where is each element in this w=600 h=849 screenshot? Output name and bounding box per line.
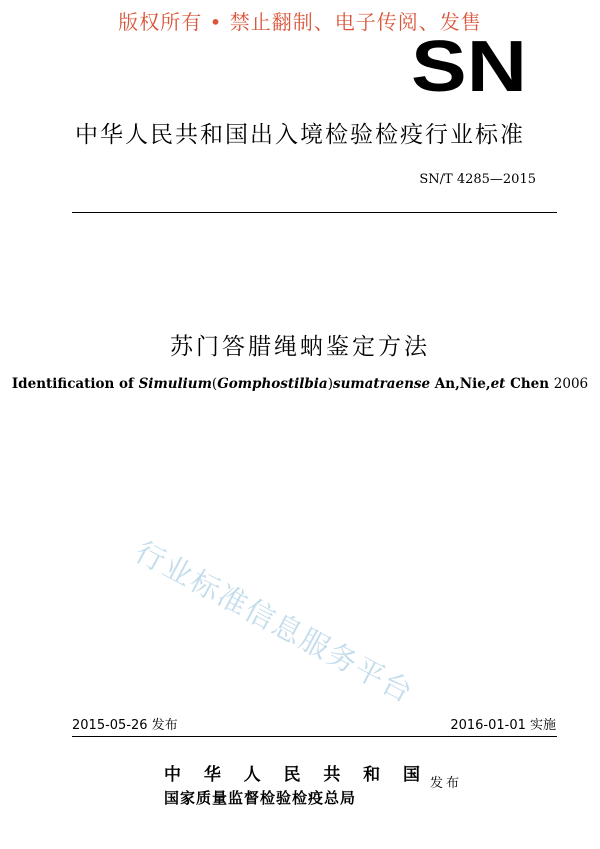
title-en-year: 2006 (553, 376, 589, 392)
title-en-genus: Simulium (138, 376, 212, 392)
title-en-paren-close: ) (327, 376, 333, 392)
bottom-divider (72, 736, 557, 737)
issuer-agency: 国家质量监督检验检疫总局 (164, 789, 357, 807)
document-title-cn: 苏门答腊绳蚋鉴定方法 (170, 334, 430, 360)
effective-date: 2016-01-01 实施 (450, 718, 556, 733)
copyright-notice: 版权所有 • 禁止翻制、电子传阅、发售 (118, 10, 482, 34)
organization-title: 中华人民共和国出入境检验检疫行业标准 (75, 122, 525, 148)
sn-logo-text: SN (411, 36, 527, 94)
issuer-block (164, 760, 420, 808)
title-en-species: sumatraense (332, 376, 431, 392)
title-en-part: Identification of (11, 376, 139, 392)
title-en-authors: An,Nie, (430, 376, 491, 392)
watermark: 行业标准信息服务平台 (129, 534, 420, 710)
title-en-etal: et (490, 376, 506, 392)
issue-date: 2015-05-26 发布 (72, 718, 178, 733)
title-en-subgenus: Gomphostilbia (217, 376, 328, 392)
title-en-author-chen: Chen (505, 376, 554, 392)
issuer-country: 中华人民共和国 (164, 765, 420, 785)
standard-code: SN/T 4285—2015 (419, 172, 536, 187)
publish-label: 发布 (430, 776, 463, 791)
title-en-paren-open: ( (211, 376, 218, 392)
sn-logo (410, 36, 528, 94)
top-divider (72, 212, 557, 213)
document-title-en (0, 376, 600, 392)
